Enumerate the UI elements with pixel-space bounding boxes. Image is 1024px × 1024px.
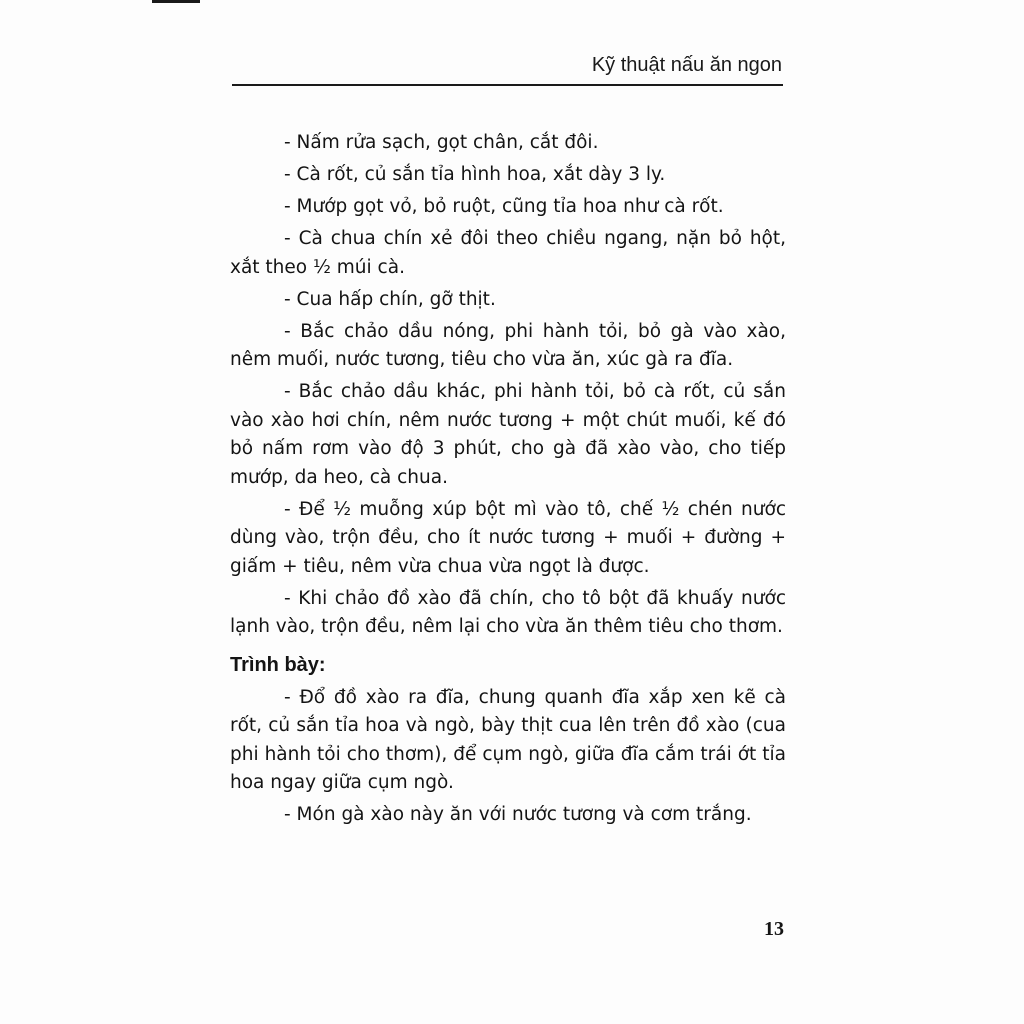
paragraph: - Nấm rửa sạch, gọt chân, cắt đôi. — [284, 132, 599, 153]
paragraph: - Mướp gọt vỏ, bỏ ruột, cũng tỉa hoa như cà rốt. — [284, 196, 724, 217]
header-rule — [232, 84, 783, 86]
running-head: Kỹ thuật nấu ăn ngon — [591, 54, 782, 76]
scan-edge-mark — [152, 0, 200, 3]
paragraph: - Đổ đồ xào ra đĩa, chung quanh đĩa xắp xen kẽ cà rốt, củ sắn tỉa hoa và ngò, bày thịt cua lên trên đồ xào (cua phi hành tỏi cho thơm), để cụm ngò, giữa đĩa cắm trái ớt tỉa hoa ngay giữa cụm ngò. — [230, 686, 786, 793]
page-number: 13 — [764, 918, 784, 940]
section-heading: Trình bày: — [230, 653, 326, 676]
paragraph: - Cà rốt, củ sắn tỉa hình hoa, xắt dày 3 ly. — [284, 164, 666, 185]
paragraph: - Để ½ muỗng xúp bột mì vào tô, chế ½ chén nước dùng vào, trộn đều, cho ít nước tương + muối + đường + giấm + tiêu, nêm vừa chua vừa ngọt là được. — [230, 498, 786, 577]
paragraph: - Khi chảo đồ xào đã chín, cho tô bột đã khuấy nước lạnh vào, trộn đều, nêm lại cho vừa ăn thêm tiêu cho thơm. — [230, 587, 786, 637]
paragraph: - Món gà xào này ăn với nước tương và cơm trắng. — [284, 804, 752, 825]
paragraph: - Cà chua chín xẻ đôi theo chiều ngang, nặn bỏ hột, xắt theo ½ múi cà. — [230, 228, 786, 278]
paragraph: - Cua hấp chín, gỡ thịt. — [284, 288, 496, 310]
paragraph: - Bắc chảo dầu khác, phi hành tỏi, bỏ cà rốt, củ sắn vào xào hơi chín, nêm nước tương + một chút muối, kế đó bỏ nấm rơm vào độ 3 phút, cho gà đã xào vào, cho tiếp mướp, da heo, cà chua. — [230, 381, 786, 488]
page-body — [230, 129, 786, 833]
paragraph: - Bắc chảo dầu nóng, phi hành tỏi, bỏ gà vào xào, nêm muối, nước tương, tiêu cho vừa ăn, xúc gà ra đĩa. — [230, 320, 786, 370]
